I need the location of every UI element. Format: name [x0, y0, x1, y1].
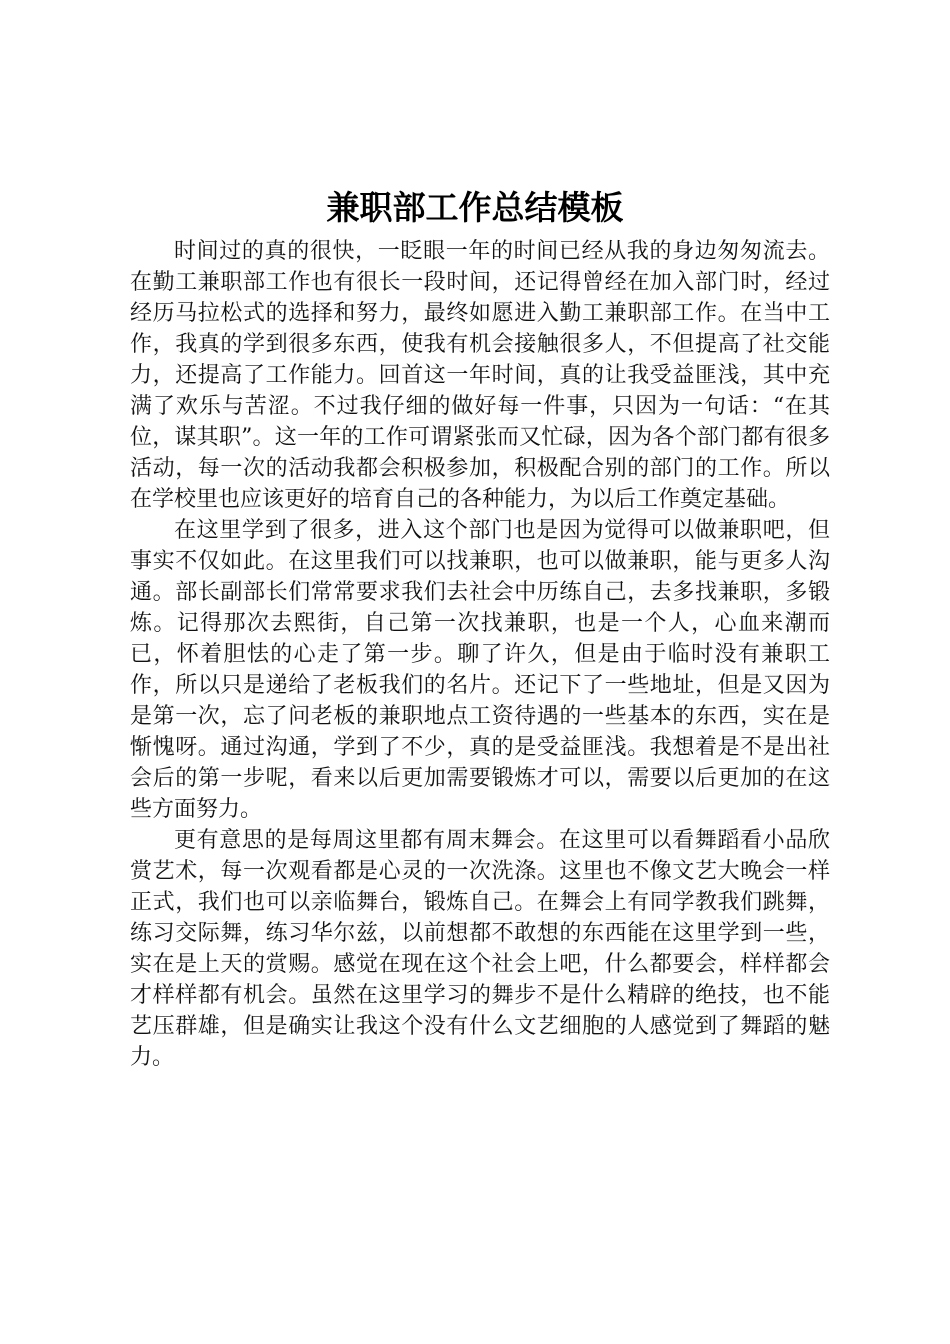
paragraph-1: 时间过的真的很快，一眨眼一年的时间已经从我的身边匆匆流去。在勤工兼职部工作也有很长一段时间，还记得曾经在加入部门时，经过经历马拉松式的选择和努力，最终如愿进入勤工兼职部工作。在当中工作，我真的学到很多东西，使我有机会接触很多人，不但提高了社交能力，还提高了工作能力。回首这一年时间，真的让我受益匪浅，其中充满了欢乐与苦涩。不过我仔细的做好每一件事，只因为一句话：“在其位，谋其职”。这一年的工作可谓紧张而又忙碌，因为各个部门都有很多活动，每一次的活动我都会积极参加，积极配合别的部门的工作。所以在学校里也应该更好的培育自己的各种能力，为以后工作奠定基础。 — [130, 239, 830, 512]
document-title: 兼职部工作总结模板 — [326, 188, 624, 227]
paragraph-2: 在这里学到了很多，进入这个部门也是因为觉得可以做兼职吧，但事实不仅如此。在这里我们可以找兼职，也可以做兼职，能与更多人沟通。部长副部长们常常要求我们去社会中历练自己，去多找兼职，多锻炼。记得那次去熙街，自己第一次找兼职，也是一个人，心血来潮而已，怀着胆怯的心走了第一步。聊了许久，但是由于临时没有兼职工作，所以只是递给了老板我们的名片。还记下了一些地址，但是又因为是第一次，忘了问老板的兼职地点工资待遇的一些基本的东西，实在是惭愧呀。通过沟通，学到了不少，真的是受益匪浅。我想着是不是出社会后的第一步呢，看来以后更加需要锻炼才可以，需要以后更加的在这些方面努力。 — [130, 518, 830, 822]
paragraph-3: 更有意思的是每周这里都有周末舞会。在这里可以看舞蹈看小品欣赏艺术，每一次观看都是心灵的一次洗涤。这里也不像文艺大晚会一样正式，我们也可以亲临舞台，锻炼自己。在舞会上有同学教我们跳舞，练习交际舞，练习华尔兹，以前想都不敢想的东西能在这里学到一些，实在是上天的赏赐。感觉在现在这个社会上吧，什么都要会，样样都会才样样都有机会。虽然在这里学习的舞步不是什么精辟的绝技，也不能艺压群雄，但是确实让我这个没有什么文艺细胞的人感觉到了舞蹈的魅力。 — [130, 828, 830, 1070]
document-body — [130, 236, 830, 1073]
